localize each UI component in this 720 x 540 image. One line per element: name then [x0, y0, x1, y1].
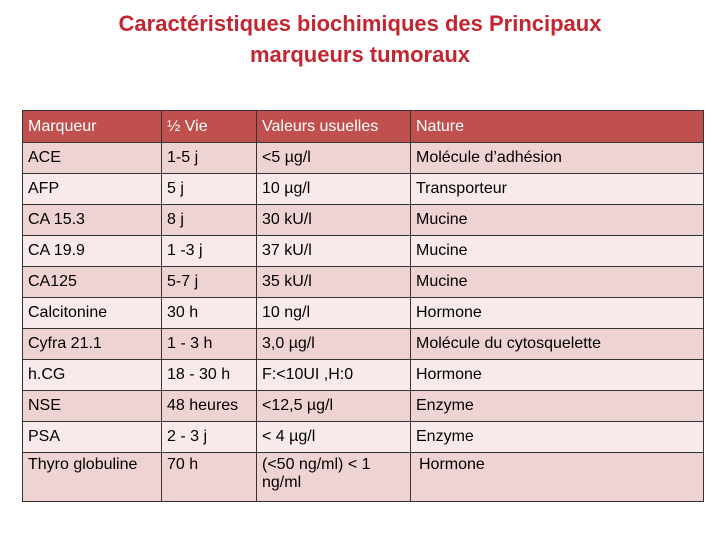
cell-demi-vie: 1 -3 j [162, 236, 257, 267]
header-demi-vie: ½ Vie [162, 111, 257, 143]
cell-valeurs: 37 kU/l [257, 236, 411, 267]
cell-marqueur: Thyro globuline [23, 453, 162, 502]
cell-marqueur: CA 19.9 [23, 236, 162, 267]
table-row [23, 298, 704, 329]
cell-marqueur: CA125 [23, 267, 162, 298]
cell-valeurs: <5 µg/l [257, 143, 411, 174]
table-row [23, 236, 704, 267]
table-row [23, 267, 704, 298]
cell-nature: Hormone [411, 360, 704, 391]
table-row [23, 453, 704, 502]
cell-valeurs: (<50 ng/ml) < 1 ng/ml [257, 453, 411, 502]
cell-nature: Mucine [411, 236, 704, 267]
cell-valeurs: 3,0 µg/l [257, 329, 411, 360]
cell-marqueur: Calcitonine [23, 298, 162, 329]
cell-nature: Molécule du cytosquelette [411, 329, 704, 360]
table-row [23, 329, 704, 360]
tumor-markers-table [22, 110, 704, 502]
cell-nature: Mucine [411, 205, 704, 236]
cell-demi-vie: 2 - 3 j [162, 422, 257, 453]
cell-demi-vie: 70 h [162, 453, 257, 502]
table-header-row [23, 111, 704, 143]
title-line-1: Caractéristiques biochimiques des Principaux [118, 11, 602, 36]
cell-valeurs: 35 kU/l [257, 267, 411, 298]
table-row [23, 360, 704, 391]
cell-demi-vie: 18 - 30 h [162, 360, 257, 391]
table-row [23, 422, 704, 453]
cell-valeurs: F:<10UI ,H:0 [257, 360, 411, 391]
cell-valeurs: 10 ng/l [257, 298, 411, 329]
cell-marqueur: ACE [23, 143, 162, 174]
header-valeurs-usuelles: Valeurs usuelles [257, 111, 411, 143]
cell-valeurs: <12,5 µg/l [257, 391, 411, 422]
table-row [23, 174, 704, 205]
cell-demi-vie: 5 j [162, 174, 257, 205]
cell-demi-vie: 8 j [162, 205, 257, 236]
page-title [0, 8, 720, 70]
cell-marqueur: h.CG [23, 360, 162, 391]
table-row [23, 391, 704, 422]
cell-marqueur: PSA [23, 422, 162, 453]
header-marqueur: Marqueur [23, 111, 162, 143]
cell-nature: Hormone [411, 453, 704, 502]
cell-valeurs: 10 µg/l [257, 174, 411, 205]
cell-marqueur: AFP [23, 174, 162, 205]
cell-marqueur: Cyfra 21.1 [23, 329, 162, 360]
cell-demi-vie: 1-5 j [162, 143, 257, 174]
cell-nature: Mucine [411, 267, 704, 298]
cell-nature: Enzyme [411, 422, 704, 453]
cell-marqueur: NSE [23, 391, 162, 422]
cell-demi-vie: 1 - 3 h [162, 329, 257, 360]
cell-valeurs: < 4 µg/l [257, 422, 411, 453]
cell-nature: Hormone [411, 298, 704, 329]
cell-nature: Transporteur [411, 174, 704, 205]
cell-nature: Enzyme [411, 391, 704, 422]
cell-marqueur: CA 15.3 [23, 205, 162, 236]
cell-nature: Molécule d’adhésion [411, 143, 704, 174]
cell-demi-vie: 5-7 j [162, 267, 257, 298]
cell-demi-vie: 30 h [162, 298, 257, 329]
cell-demi-vie: 48 heures [162, 391, 257, 422]
cell-valeurs: 30 kU/l [257, 205, 411, 236]
header-nature: Nature [411, 111, 704, 143]
table-row [23, 143, 704, 174]
table-row [23, 205, 704, 236]
title-line-2: marqueurs tumoraux [249, 42, 471, 67]
